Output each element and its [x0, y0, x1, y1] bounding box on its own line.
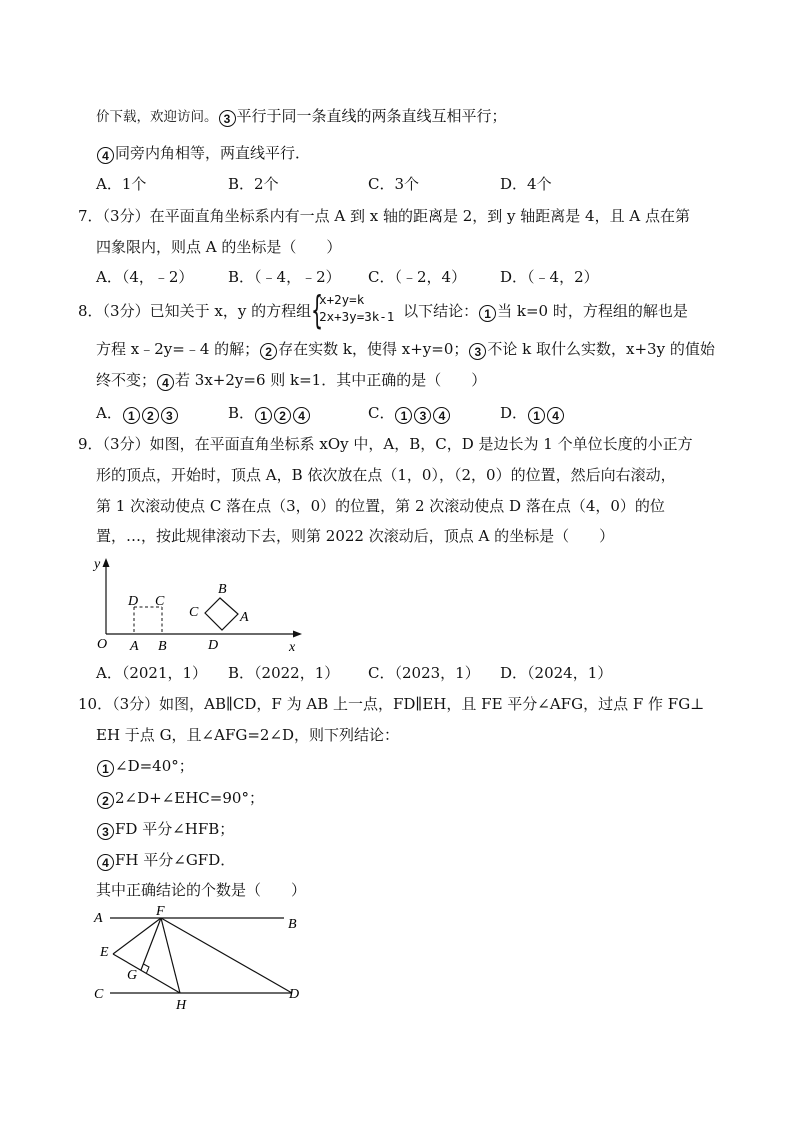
circled-number: 4 — [433, 407, 450, 424]
option-a: A．（2021，1） — [96, 664, 208, 682]
label-C: C — [94, 987, 104, 1002]
circled-number: 4 — [97, 147, 114, 164]
circled-number: 3 — [469, 343, 486, 360]
circled-number: 2 — [97, 792, 114, 809]
q8-line-1 — [78, 288, 688, 332]
label-D-rolled: D — [208, 638, 219, 652]
circled-number: 4 — [293, 407, 310, 424]
equation-system — [311, 288, 403, 332]
intro-prefix: 价下载，欢迎访问。 — [96, 109, 218, 125]
question-number: 7． — [78, 207, 103, 225]
question-number: 10． — [78, 695, 113, 713]
label-H: H — [176, 998, 187, 1013]
option-c: C．（2023，1） — [368, 664, 480, 682]
label-D: D — [289, 987, 300, 1002]
q8-line-3 — [96, 370, 486, 391]
intro-statement-3: 平行于同一条直线的两条直线互相平行； — [236, 107, 507, 125]
q7-text-1: 在平面直角坐标系内有一点 A 到 x 轴的距离是 2，到 y 轴距离是 4，且 A 点在第 — [149, 207, 690, 225]
segment-FD — [161, 918, 292, 993]
option-d: D．（﹣4，2） — [500, 268, 599, 286]
label-x: x — [289, 640, 296, 652]
label-A: A — [94, 911, 103, 926]
label-B-rolled: B — [218, 582, 227, 597]
circled-number: 4 — [157, 374, 174, 391]
label-C-rolled: C — [189, 605, 199, 620]
option-d: D．4个 — [500, 175, 552, 193]
q9-line-1 — [78, 434, 693, 454]
question-score: （3分） — [102, 302, 150, 320]
q9-line-4: 置，…，按此规律滚动下去，则第 2022 次滚动后，顶点 A 的坐标是（ ） — [96, 527, 615, 545]
equation-1: x+2y=k — [319, 292, 365, 307]
label-A: A — [130, 639, 139, 652]
option-c: C．3个 — [368, 175, 420, 193]
option-a — [96, 403, 179, 424]
option-letter: B． — [228, 404, 255, 422]
circled-number: 2 — [142, 407, 159, 424]
q10-line-1 — [78, 694, 704, 714]
q10-text-1: 如图，AB∥CD，F 为 AB 上一点，FD∥EH，且 FE 平分∠AFG，过点 F 作 FG⊥ — [159, 695, 705, 713]
option-letter: A． — [96, 404, 122, 422]
item-text: ∠D=40°； — [115, 757, 194, 775]
q10-figure — [88, 902, 318, 1014]
q10-line-2: EH 于点 G，且∠AFG=2∠D，则下列结论： — [96, 726, 400, 744]
circled-number: 1 — [395, 407, 412, 424]
x-axis-arrow — [293, 631, 302, 638]
q10-item-2 — [96, 788, 264, 809]
equation-2: 2x+3y=3k-1 — [319, 309, 395, 324]
circled-number: 3 — [219, 110, 236, 127]
circled-number: 2 — [260, 343, 277, 360]
option-d — [500, 403, 565, 424]
question-score: （3分） — [112, 695, 160, 713]
item-text: FH 平分∠GFD． — [115, 851, 236, 869]
label-G: G — [127, 968, 138, 983]
circled-number: 1 — [97, 760, 114, 777]
circled-number: 2 — [274, 407, 291, 424]
option-b: B．2个 — [228, 175, 279, 193]
q8-lead: 已知关于 x，y 的方程组 — [149, 302, 312, 320]
q8-text: 存在实数 k，使得 x+y=0； — [278, 340, 469, 358]
circled-number: 3 — [97, 823, 114, 840]
intro-line-2 — [96, 143, 310, 164]
label-B: B — [158, 639, 167, 652]
intro-statement-4: 同旁内角相等，两直线平行． — [115, 144, 311, 162]
label-B: B — [288, 917, 297, 932]
option-c — [368, 403, 451, 424]
label-y: y — [94, 557, 101, 572]
q8-text: 不论 k 取什么实数，x+3y 的值始 — [487, 340, 715, 358]
q7-line-2: 四象限内，则点 A 的坐标是（ ） — [96, 238, 342, 256]
circled-number: 3 — [161, 407, 178, 424]
label-E: E — [100, 945, 109, 960]
circled-number: 4 — [97, 854, 114, 871]
q8-text: 若 3x+2y=6 则 k=1．其中正确的是（ ） — [175, 371, 487, 389]
q10-item-3 — [96, 819, 234, 840]
circled-number: 3 — [414, 407, 431, 424]
rolled-square — [205, 598, 238, 630]
question-number: 9． — [78, 435, 103, 453]
y-axis-arrow — [103, 558, 110, 567]
item-text: 2∠D+∠EHC=90°； — [115, 789, 264, 807]
q8-tail2: 当 k=0 时，方程组的解也是 — [497, 302, 688, 320]
q9-line-2: 形的顶点，开始时，顶点 A，B 依次放在点（1，0），（2，0）的位置，然后向右滚动， — [96, 466, 676, 484]
label-C: C — [155, 594, 165, 609]
option-b: B．（2022，1） — [228, 664, 340, 682]
question-score: （3分） — [102, 207, 150, 225]
q8-line-2 — [96, 339, 715, 360]
circled-number: 1 — [528, 407, 545, 424]
q10-item-1 — [96, 756, 194, 777]
label-F: F — [156, 904, 165, 919]
q8-tail: 以下结论： — [403, 302, 479, 320]
option-b — [228, 403, 311, 424]
segment-EH — [113, 954, 180, 993]
option-c: C．（﹣2，4） — [368, 268, 467, 286]
label-D: D — [128, 594, 139, 609]
circled-number: 1 — [123, 407, 140, 424]
segment-FH — [161, 918, 180, 993]
question-score: （3分） — [102, 435, 150, 453]
q9-line-3: 第 1 次滚动使点 C 落在点（3，0）的位置，第 2 次滚动使点 D 落在点（4，0）的位 — [96, 497, 665, 515]
option-letter: C． — [368, 404, 395, 422]
q8-text: 终不变； — [96, 371, 157, 389]
question-number: 8． — [78, 302, 103, 320]
q7-line-1 — [78, 206, 690, 226]
brace-symbol: { — [311, 288, 324, 332]
q10-question: 其中正确结论的个数是（ ） — [96, 881, 307, 899]
option-a: A．1个 — [96, 175, 147, 193]
label-A-rolled: A — [240, 610, 249, 625]
circled-number: 1 — [479, 305, 496, 322]
option-d: D．（2024，1） — [500, 664, 613, 682]
circled-number: 4 — [547, 407, 564, 424]
q8-text: 方程 x﹣2y=﹣4 的解； — [96, 340, 260, 358]
q9-text-1: 如图，在平面直角坐标系 xOy 中，A，B，C，D 是边长为 1 个单位长度的小正方 — [149, 435, 693, 453]
option-b: B．（﹣4，﹣2） — [228, 268, 341, 286]
item-text: FD 平分∠HFB； — [115, 820, 235, 838]
q9-figure — [88, 552, 312, 652]
label-O: O — [97, 637, 108, 652]
option-letter: D． — [500, 404, 528, 422]
q10-item-4 — [96, 850, 235, 871]
circled-number: 1 — [255, 407, 272, 424]
option-a: A．（4，﹣2） — [96, 268, 194, 286]
intro-line-1 — [96, 106, 507, 127]
